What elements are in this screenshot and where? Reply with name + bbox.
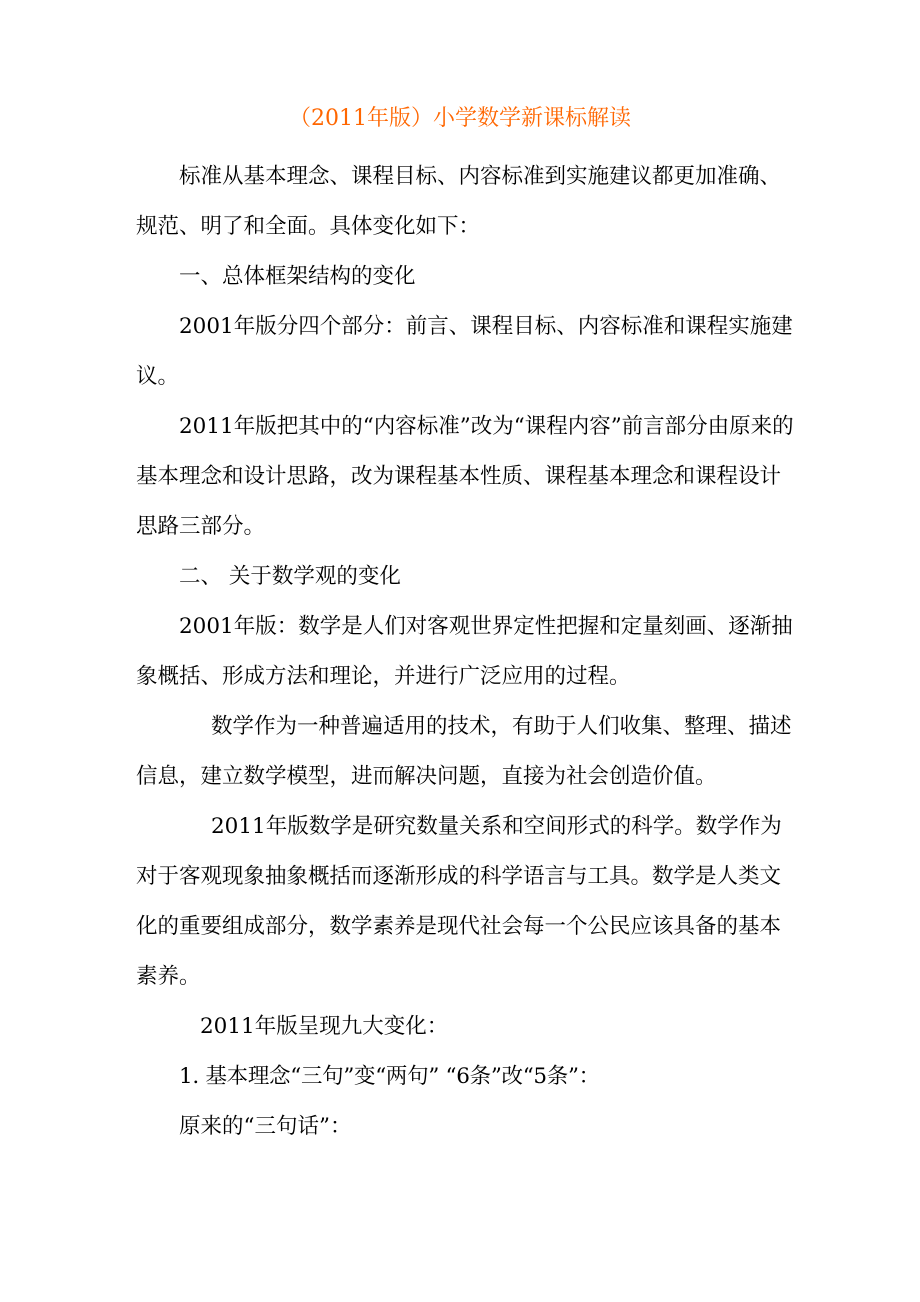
section-heading-2: 二、 关于数学观的变化	[179, 564, 401, 589]
section-heading-1: 一、总体框架结构的变化	[179, 264, 416, 289]
document-title: （2011年版）小学数学新课标解读	[289, 106, 631, 131]
paragraph-math-as-technique: 数学作为一种普遍适用的技术，有助于人们收集、整理、描述信息，建立数学模型，进而解决问题，直接为社会创造价值。	[136, 714, 792, 789]
paragraph-nine-changes: 2011年版呈现九大变化：	[200, 1014, 449, 1039]
paragraph-original-three-sentences: 原来的“三句话”：	[179, 1114, 352, 1139]
paragraph-2011-structure: 2011年版把其中的“内容标准”改为“课程内容”前言部分由原来的基本理念和设计思路，改为课程基本性质、课程基本理念和课程设计思路三部分。	[136, 414, 794, 539]
paragraph-intro: 标准从基本理念、课程目标、内容标准到实施建议都更加准确、规范、明了和全面。具体变化如下：	[136, 164, 782, 239]
paragraph-2001-structure: 2001年版分四个部分：前言、课程目标、内容标准和课程实施建议。	[136, 314, 793, 389]
list-item-1: 1. 基本理念“三句”变“两句” “6条”改“5条”：	[179, 1064, 600, 1089]
document-body	[136, 152, 796, 1152]
paragraph-2011-math-view: 2011年版数学是研究数量关系和空间形式的科学。数学作为对于客观现象抽象概括而逐渐形成的科学语言与工具。数学是人类文化的重要组成部分，数学素养是现代社会每一个公民应该具备的基本素养。	[136, 814, 782, 989]
paragraph-2001-math-view: 2001年版：数学是人们对客观世界定性把握和定量刻画、逐渐抽象概括、形成方法和理论，并进行广泛应用的过程。	[136, 614, 793, 689]
